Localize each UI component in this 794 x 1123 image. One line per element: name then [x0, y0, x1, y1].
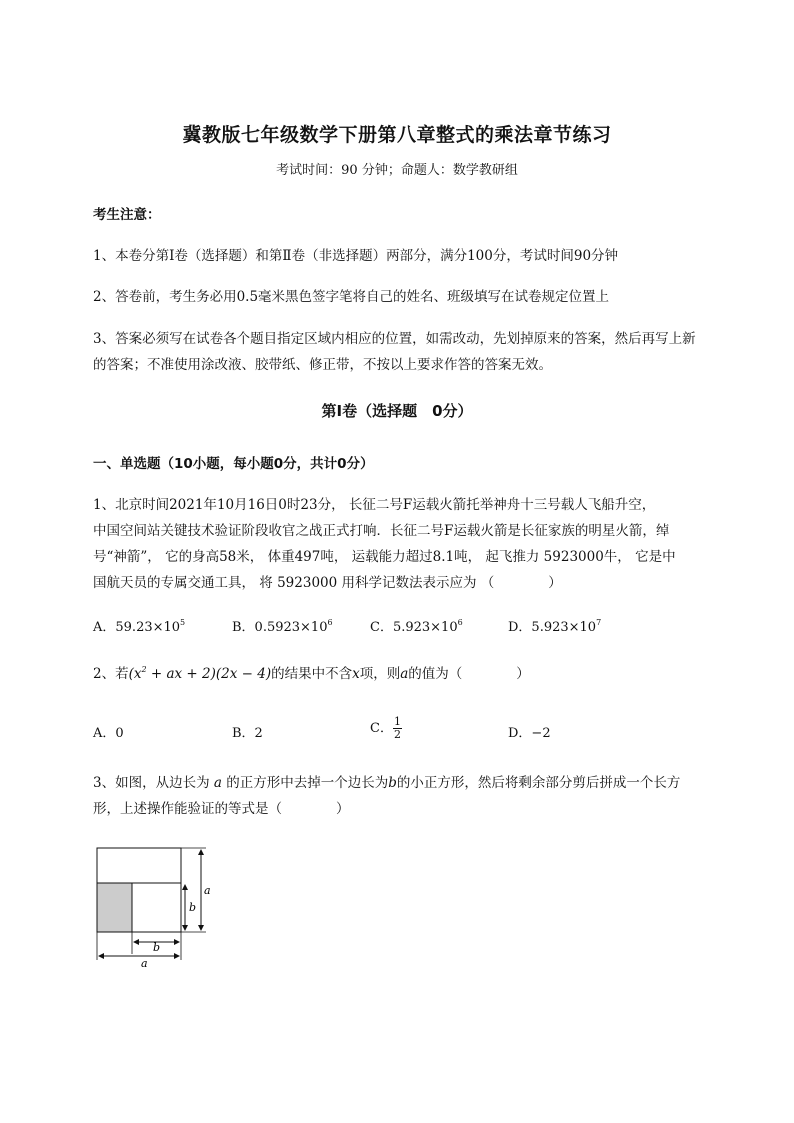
part-title: 一、单选题（10小题，每小题0分，共计0分） — [93, 456, 374, 472]
label-a-right: a — [204, 884, 211, 897]
label-b-bottom: b — [153, 941, 161, 954]
fraction-one-half: $\frac{1}{2}$ — [393, 715, 401, 741]
q2-option-a[interactable]: A．0 — [93, 726, 124, 741]
q1-option-b[interactable]: B．$0.5923\times 10^6$ — [232, 618, 333, 635]
q2-option-c[interactable]: C． $\frac{1}{2}$ — [370, 715, 401, 741]
q3-line-2: 形，上述操作能验证的等式是（ ） — [93, 801, 350, 817]
notice-heading: 考生注意： — [93, 207, 161, 223]
label-a-bottom: a — [141, 957, 148, 970]
label-b-right: b — [189, 901, 197, 914]
q1-line-2: 中国空间站关键技术验证阶段收官之战正式打响．长征二号F运载火箭是长征家族的明星火箭，绰 — [93, 523, 670, 539]
q1-option-d[interactable]: D．$5.923\times 10^7$ — [508, 618, 602, 635]
q1-option-a[interactable]: A．$59.23\times 10^5$ — [93, 618, 186, 635]
q2-option-b[interactable]: B．2 — [232, 726, 263, 741]
notice-item-1: 1、本卷分第Ⅰ卷（选择题）和第Ⅱ卷（非选择题）两部分，满分100分，考试时间90分钟 — [93, 248, 619, 264]
q2-stem: 2、若($x^2$ + ax + 2)(2x − 4)的结果中不含x项，则a的值为（ ） — [93, 665, 530, 682]
page-title: 冀教版七年级数学下册第八章整式的乘法章节练习 — [182, 124, 612, 146]
notice-item-3: 3、答案必须写在试卷各个题目指定区域内相应的位置，如需改动，先划掉原来的答案，然后再写上新 — [93, 331, 696, 347]
q2-expression: ($x^2$ + ax + 2)(2x − 4) — [128, 665, 272, 682]
notice-item-2: 2、答卷前，考生务必用0.5毫米黑色签字笔将自己的姓名、班级填写在试卷规定位置上 — [93, 289, 610, 305]
shaded-region — [97, 883, 132, 932]
section-title: 第Ⅰ卷（选择题 0分） — [321, 402, 473, 420]
q3-line-1: 3、如图，从边长为 a 的正方形中去掉一个边长为b的小正方形，然后将剩余部分剪后拼成一个长方 — [93, 775, 681, 791]
notice-item-3-cont: 的答案；不准使用涂改液、胶带纸、修正带，不按以上要求作答的答案无效。 — [93, 357, 552, 373]
q1-option-c[interactable]: C．$5.923\times 10^6$ — [370, 618, 463, 635]
q1-line-3: 号“神箭”， 它的身高58米， 体重497吨， 运载能力超过8.1吨， 起飞推力 5923000牛， 它是中 — [93, 549, 676, 565]
q1-line-4: 国航天员的专属交通工具， 将 5923000 用科学记数法表示应为 （ ） — [93, 575, 562, 591]
exam-info: 考试时间：90 分钟；命题人：数学教研组 — [276, 163, 518, 178]
q2-option-d[interactable]: D．−2 — [508, 726, 551, 741]
q3-square-figure — [90, 840, 220, 970]
q1-line-1: 1、北京时间2021年10月16日0时23分， 长征二号F运载火箭托举神舟十三号载人飞船升空， — [93, 497, 656, 513]
